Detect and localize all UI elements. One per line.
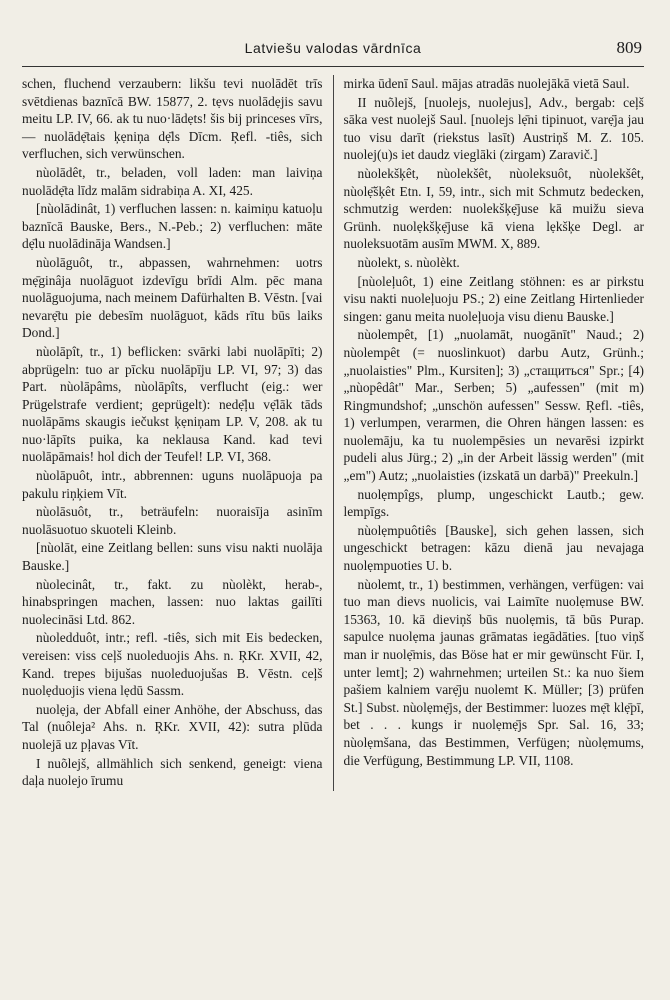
entry-paragraph: II nuõlejš, [nuolejs, nuolejus], Adv., bergab: ceļš sāka vest nuolejš Saul. [nuolejs lẹ̄ni tipinuot, varẹ̄ja jau tuo visu darīt (riekstus lasīt) Austriņš M. Z. 105. nuolej(u)s iet daudz vieglāki (zirgam) Zaravič.]: [343, 94, 644, 163]
entry-paragraph: nùolāpuôt, intr., abbrennen: uguns nuolāpuoja pa pakulu riņķiem Vīt.: [22, 468, 323, 501]
entry-paragraph: nùolekt, s. nùolèkt.: [357, 254, 460, 270]
entry-paragraph: nùolāpît, tr., 1) beflicken: svārki labi nuolāpīti; 2) abprügeln: tuo ar pīcku nuolāpīju LP. VI, 97; 3) das Part. nùolāpâms, nùolāpîts, verflucht (eig.: wer Prügelstrafe verdient; geprügelt): nedẹ̄ļu vẹ̄lāk tāds nuolāpāms skaugis iečukst ķẹniņam LP. V, 208. ak tu nuo·lāpīts puika, ka neklausa Kand. kad tevi nuolāpāmais! hol dich der Teufel! LP. VI, 368.: [22, 343, 323, 465]
entry-paragraph: [nùolādinât, 1) verfluchen lassen: n. kaimiņu katuoļu baznīcā Bauske, Bers., N.-Peb.; 2) verfluchen: māte dẹ̄lu nuolādināja Wandsen.]: [22, 201, 323, 252]
entry-paragraph: nùolemt, tr., 1) bestimmen, verhängen, verfügen: vai tuo man dievs nuolicis, vai Laimīte nuolẹmuse BW. 15363, 10. kā dieviņš būs nuolẹmis, tā būs Purap. sapulce nuolẹma jaunas grāmatas iegādāties. [tuo viņš man ir nuolẹ̄mis, das Böse hat er mir gewünscht Für. I, unter lemt]; 2) wahrnehmen; urteilen St.: ka nuo šiem pašiem kalniem varẹ̄ju nuolemt K. Müller; [3) prüfen St.] Subst. nùolẹmẹ̄js, der Bestimmer: luozes mẹ̄t klẹ̄pī, bet . . . kungs ir nuolẹmẹ̄js Spr. Sal. 16, 33; nùolẹmšana, das Bestimmen, Verfügen; nùolẹmums, die Verfügung, Bestimmung LP. VII, 1108.: [343, 576, 644, 768]
entry-paragraph: [nùoleļuôt, 1) eine Zeitlang stöhnen: es ar pirkstu visu nakti nuoleļuoju PS.; 2) eine Zeitlang Hirtenlieder singen: ganu meita nuoleļuoja visu dienu Bauske.]: [343, 273, 644, 324]
left-column: [22, 75, 333, 791]
entry-paragraph: mirka ūdenī Saul. mājas atradās nuolejākā vietā Saul.: [343, 76, 630, 91]
entry-paragraph: nùolempêt, [1) „nuolamāt, nuogānīt" Naud.; 2) nùolempêt (= nuoslinkuot) darbu Autz, Grünh.; „nuolaisties" Plm., Kursiten]; 3) „стащиться" Spr.; [4) „nùopêdât" Mar., Serben; 5) „aufessen" (mit m) Ringmundshof; „unschön aufessen" Sessw. Ŗefl. -tiês, 1) verlumpen, verarmen, die Ohren hängen lassen: es nuolemāju, ka tu nuolempēsies un nevarēsi izpirkt pudeli alus Jürg.; 2) „in der Arbeit lässig werden" (mit „em") Autz; „nuolaisties (izskatā un darbā)" Preekuln.]: [343, 327, 644, 484]
entry-paragraph: nùolẹmpuôtiês [Bauske], sich gehen lassen, sich ungeschickt betragen: kāzu dienā jau nevajaga nuolẹmpuoties U. b.: [343, 522, 644, 574]
right-column: [333, 75, 645, 791]
entry-paragraph: nùolāsuôt, tr., beträufeln: nuoraisīja asinīm nuolāsuotuo skuoteli Kleinb.: [22, 504, 323, 537]
entry-paragraph: nùolecinât, tr., fakt. zu nùolèkt, herab-, hinabspringen machen, lassen: nuo laktas gailīti nuolecināsi Ltd. 862.: [22, 576, 323, 627]
entry-paragraph: nuolẹmpîgs, plump, ungeschickt Lautb.; gew. lempīgs.: [343, 486, 644, 520]
entry-paragraph: schen, fluchend verzaubern: likšu tevi nuolādēt trīs svētdienas baznīcā BW. 15877, 2. tẹvs nuolādẹjis savu meitu LP. IV, 66. ak tu nuo·lādẹts! šis bij princeses vīrs, — nuolādẹ̄tais ķẹniņa dẹ̄ls Dīcm. Ŗefl. -tiês, sich verfluchen, sich verwünschen.: [22, 76, 323, 162]
entry-paragraph: nùolāguôt, tr., abpassen, wahrnehmen: uotrs mẹ̄ginâja nuolāguot izdevīgu brīdi Alm. pēc mana nuolāguojuma, nach meinem Dafürhalten B. Vēstn. [vai nevarẹ̄tu pie debesīm nuolāguot, kāds rītu būs laiks Dond.]: [22, 254, 323, 341]
entry-paragraph: nuolẹja, der Abfall einer Anhöhe, der Abschuss, das Tal (nuôleja² Ahs. n. ŖKr. XVII, 42): sutra plūda nuolejā uz pļavas Vīt.: [22, 701, 323, 752]
entry-paragraph: I nuõlejš, allmählich sich senkend, geneigt: viena daļa nuolejo īrumu: [22, 755, 323, 789]
page-header: [22, 36, 644, 62]
text-columns: [22, 75, 644, 791]
running-title: Latviešu valodas vārdnīca: [244, 40, 422, 56]
page-number: 809: [616, 38, 642, 57]
header-rule: [22, 66, 644, 67]
entry-paragraph: nùolādêt, tr., beladen, voll laden: man laiviņa nuolādẹ̄ta līdz malām sidrabiņa A. XI, 425.: [22, 164, 323, 198]
entry-paragraph: [nùolāt, eine Zeitlang bellen: suns visu nakti nuolāja Bauske.]: [22, 540, 323, 574]
entry-paragraph: nùoledduôt, intr.; refl. -tiês, sich mit Eis bedecken, vereisen: viss ceļš nuoleduojis Ahs. n. ŖKr. XVII, 42, Kand. trepes bijušas nuoleduojušas B. Vēstn. ceļš nuolẹduojis viena lẹdū Sassm.: [22, 630, 323, 699]
entry-paragraph: nùolekšķêt, nùolekšêt, nùoleksuôt, nùolekšêt, nùolẹ̄šķêt Etn. I, 59, intr., sich mit Schmutz bedecken, schmutzig werden: nuolekšķẹ̄juse kā muižu sieva Grünh. nuolẹkšķẹ̄juse kā viena lẹkšķe Degl. ar nuoleksuotām ausīm MWM. X, 889.: [343, 165, 644, 252]
